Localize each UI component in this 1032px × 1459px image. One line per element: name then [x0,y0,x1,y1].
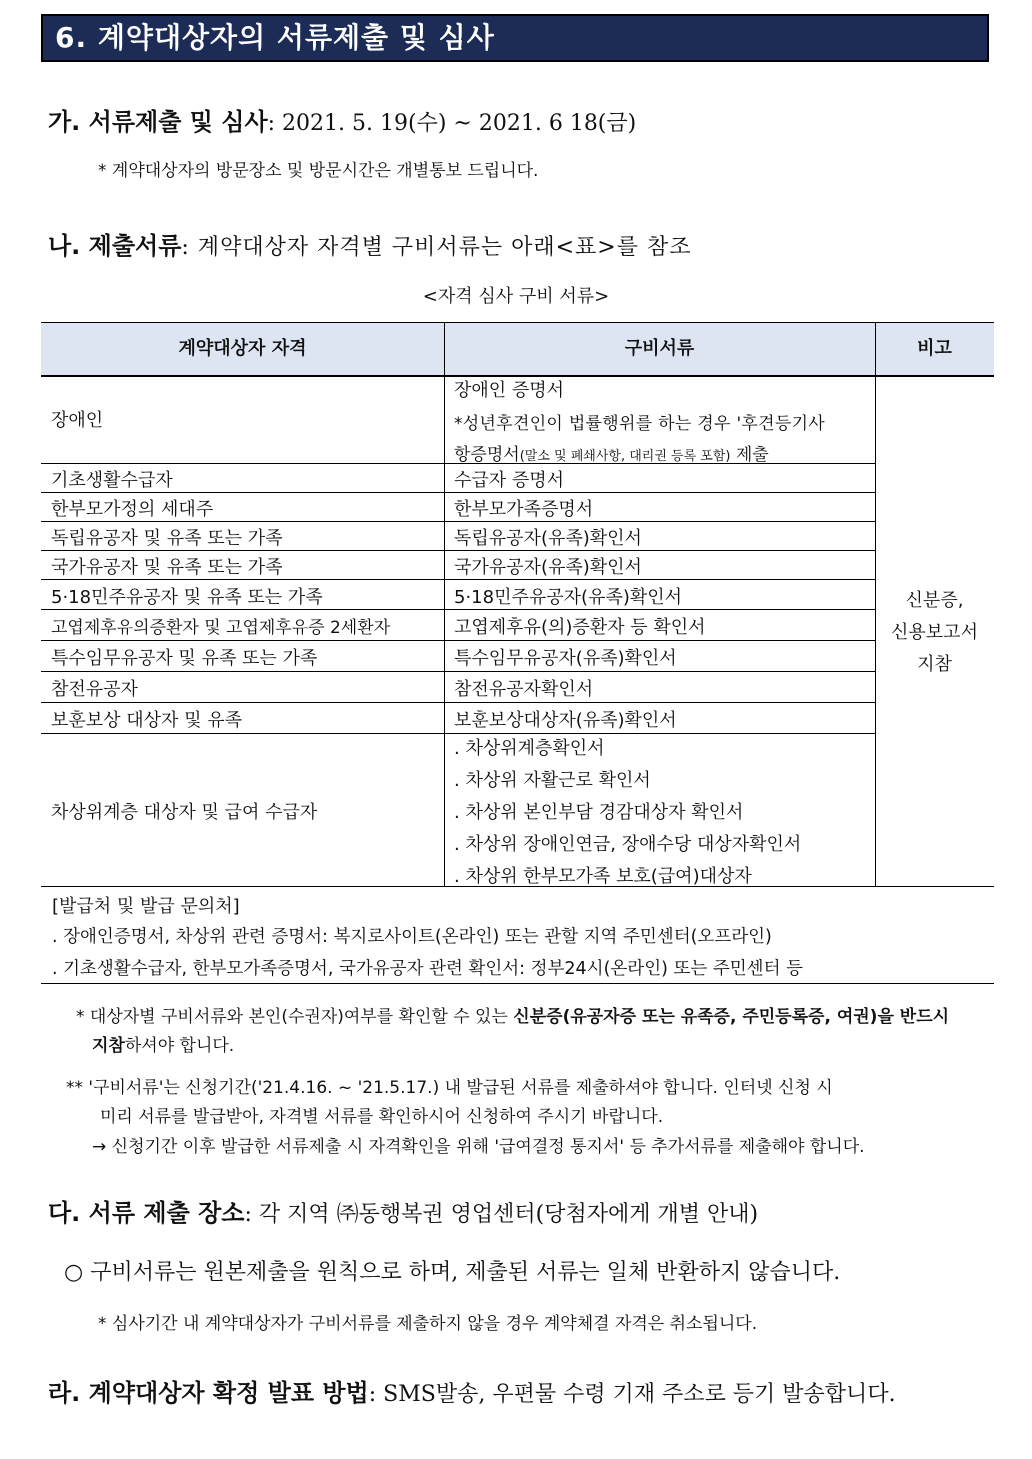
row-qualification: 국가유공자 및 유족 또는 가족 [51,557,283,578]
row-document: 참전유공자확인서 [454,679,594,700]
row-qualification: 한부모가정의 세대주 [51,499,214,520]
row-document: . 차상위계층확인서 [454,738,605,759]
header-remark: 비고 [917,338,952,359]
row-qualification: 보훈보상 대상자 및 유족 [51,710,243,731]
da-note: * 심사기간 내 계약대상자가 구비서류를 제출하지 않을 경우 계약체결 자격은 취소됩니다. [98,1314,758,1334]
row-document-part: 제출 [730,445,769,465]
header-qualification: 계약대상자 자격 [178,338,307,359]
remark-line: 지참 [917,654,952,675]
issuer-line: . 장애인증명서, 차상위 관련 증명서: 복지로사이트(온라인) 또는 관할 지역 주민센터(오프라인) [52,927,772,947]
note-id-required [76,1002,949,1027]
row-document: . 차상위 자활근로 확인서 [454,770,651,791]
row-document: 고엽제후유(의)증환자 등 확인서 [454,617,706,638]
row-document: 한부모가족증명서 [454,499,594,520]
remark-line: 신용보고서 [891,622,978,643]
heading-ga [48,102,636,137]
row-qualification: 특수임무유공자 및 유족 또는 가족 [51,648,318,669]
note-part: * 대상자별 구비서류와 본인(수권자)여부를 확인할 수 있는 [76,1007,514,1027]
row-document [454,440,769,465]
section-title: 6. 계약대상자의 서류제출 및 심사 [41,14,989,62]
table-header [41,322,994,375]
row-document: . 차상위 한부모가족 보호(급여)대상자 [454,866,752,887]
table-caption: <자격 심사 구비 서류> [422,286,610,307]
note-emphasis: 지참 [92,1036,125,1056]
note-id-required-cont [92,1031,234,1056]
heading-da [48,1193,758,1228]
heading-na [48,226,691,261]
heading-ra-text: : SMS발송, 우편물 수령 기재 주소로 등기 발송합니다. [368,1382,896,1407]
row-document: 특수임무유공자(유족)확인서 [454,648,677,669]
issuer-title: [발급처 및 발급 문의처] [52,896,240,917]
row-document: 5·18민주유공자(유족)확인서 [454,587,683,608]
row-qualification: 참전유공자 [51,679,138,700]
note-period-cont: 미리 서류를 발급받아, 자격별 서류를 확인하시어 신청하여 주시기 바랍니다. [100,1107,664,1127]
row-document-part: 항증명서 [454,445,520,465]
row-document: . 차상위 장애인연금, 장애수당 대상자확인서 [454,834,802,855]
remark-line: 신분증, [905,590,964,611]
heading-da-text: : 각 지역 ㈜동행복권 영업센터(당첨자에게 개별 안내) [244,1202,759,1227]
heading-da-label: 다. 서류 제출 장소 [48,1199,245,1227]
row-qualification: 고엽제후유의증환자 및 고엽제후유증 2세환자 [51,618,391,638]
heading-ga-label: 가. 서류제출 및 심사 [48,108,268,136]
row-document: 독립유공자(유족)확인서 [454,528,642,549]
note-period: ** '구비서류'는 신청기간('21.4.16. ~ '21.5.17.) 내 발급된 서류를 제출하셔야 합니다. 인터넷 신청 시 [66,1078,833,1098]
row-qualification: 기초생활수급자 [51,470,173,491]
heading-ra-label: 라. 계약대상자 확정 발표 방법 [48,1379,369,1407]
row-qualification: 독립유공자 및 유족 또는 가족 [51,528,283,549]
row-document-part: (말소 및 폐쇄사항, 대리권 등록 포함) [519,449,731,464]
row-qualification: 장애인 [51,410,104,431]
row-document: 보훈보상대상자(유족)확인서 [454,710,677,731]
note-part: 하셔야 합니다. [124,1036,235,1056]
da-bullet-text: ○ 구비서류는 원본제출을 원칙으로 하며, 제출된 서류는 일체 반환하지 않습니다. [64,1260,841,1285]
da-bullet [64,1255,840,1286]
row-document: 수급자 증명서 [454,470,565,491]
row-document: . 차상위 본인부담 경감대상자 확인서 [454,802,744,823]
heading-na-label: 나. 제출서류 [48,232,182,260]
row-document: *성년후견인이 법률행위를 하는 경우 '후견등기사 [454,414,826,434]
heading-ra [48,1373,896,1408]
row-qualification: 5·18민주유공자 및 유족 또는 가족 [51,587,323,608]
row-document: 국가유공자(유족)확인서 [454,557,642,578]
row-document: 장애인 증명서 [454,380,565,401]
row-qualification: 차상위계층 대상자 및 급여 수급자 [51,802,318,823]
note-period-arrow: → 신청기간 이후 발급한 서류제출 시 자격확인을 위해 '급여결정 통지서' 등 추가서류를 제출해야 합니다. [92,1137,865,1157]
note-emphasis: 신분증(유공자증 또는 유족증, 주민등록증, 여권)을 반드시 [513,1007,950,1027]
heading-ga-text: : 2021. 5. 19(수) ~ 2021. 6 18(금) [267,111,637,136]
header-documents: 구비서류 [624,338,695,359]
ga-note: * 계약대상자의 방문장소 및 방문시간은 개별통보 드립니다. [98,161,539,181]
heading-na-text: : 계약대상자 자격별 구비서류는 아래<표>를 참조 [181,235,692,260]
qualification-table [41,322,994,887]
issuer-line: . 기초생활수급자, 한부모가족증명서, 국가유공자 관련 확인서: 정부24시(온라인) 또는 주민센터 등 [52,959,803,979]
